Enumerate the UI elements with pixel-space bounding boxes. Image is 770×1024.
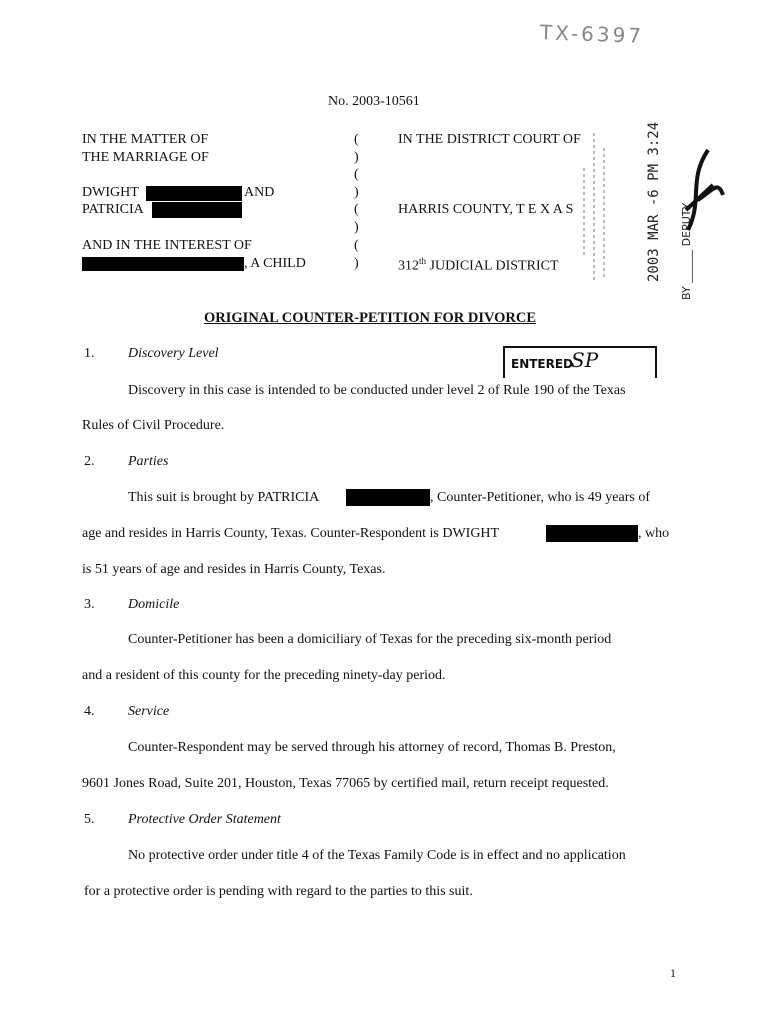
caption-paren: ) xyxy=(354,150,359,165)
handwritten-stamp-top: TX-6397 xyxy=(539,20,645,48)
caption-and: AND xyxy=(244,185,275,200)
caption-paren: ) xyxy=(354,220,359,235)
entered-label: ENTERED xyxy=(511,357,574,371)
filed-by-label: BY ______ DEPUTY xyxy=(680,202,693,300)
caption-paren: ) xyxy=(354,185,359,200)
deputy-label: DEPUTY xyxy=(680,202,693,247)
redaction-bar xyxy=(82,257,244,271)
entered-initials: SP xyxy=(571,348,599,372)
redaction-bar xyxy=(546,525,638,542)
caption-county: HARRIS COUNTY, T E X A S xyxy=(398,202,574,217)
section-text: Counter-Respondent may be served through his attorney of record, Thomas B. Preston, xyxy=(128,740,616,755)
caption-paren: ( xyxy=(354,132,359,147)
section-text: Discovery in this case is intended to be conducted under level 2 of Rule 190 of the Texas xyxy=(128,383,626,398)
filed-date-stamp: 2003 MAR -6 PM 3:24 xyxy=(646,121,662,282)
section-heading: Discovery Level xyxy=(128,346,219,361)
section-text: and a resident of this county for the preceding ninety-day period. xyxy=(82,668,446,683)
district-label: JUDICIAL DISTRICT xyxy=(429,258,559,274)
section-text: , Counter-Petitioner, who is 49 years of xyxy=(430,490,651,505)
caption-party2: PATRICIA xyxy=(82,202,144,217)
caption-paren: ( xyxy=(354,202,359,217)
section-heading: Protective Order Statement xyxy=(128,812,281,827)
section-text: This suit is brought by PATRICIA xyxy=(128,490,320,505)
section-number: 3. xyxy=(84,597,95,612)
caption-child: , A CHILD xyxy=(244,256,306,271)
section-number: 5. xyxy=(84,812,95,827)
document-title: ORIGINAL COUNTER-PETITION FOR DIVORCE xyxy=(204,310,537,326)
case-number: No. 2003-10561 xyxy=(328,94,420,109)
section-text: No protective order under title 4 of the Texas Family Code is in effect and no application xyxy=(128,848,626,863)
district-number: 312 xyxy=(398,258,419,274)
caption-paren: ( xyxy=(354,167,359,182)
entered-stamp xyxy=(503,346,657,378)
caption-interest: AND IN THE INTEREST OF xyxy=(82,238,252,253)
caption-paren: ) xyxy=(354,256,359,271)
section-text: for a protective order is pending with regard to the parties to this suit. xyxy=(84,884,473,899)
caption-line1: IN THE MATTER OF xyxy=(82,132,209,147)
section-text: , who xyxy=(638,526,670,541)
caption-line2: THE MARRIAGE OF xyxy=(82,150,209,165)
section-number: 1. xyxy=(84,346,95,361)
section-number: 4. xyxy=(84,704,95,719)
section-text: Rules of Civil Procedure. xyxy=(82,418,225,433)
district-ordinal: th xyxy=(419,256,427,266)
section-heading: Domicile xyxy=(128,597,180,612)
caption-district xyxy=(398,256,559,275)
redaction-bar xyxy=(152,202,242,218)
section-heading: Parties xyxy=(128,454,169,469)
section-text: age and resides in Harris County, Texas. Counter-Respondent is DWIGHT xyxy=(82,526,500,541)
section-heading: Service xyxy=(128,704,170,719)
section-number: 2. xyxy=(84,454,95,469)
redaction-bar xyxy=(146,186,242,201)
page-number: 1 xyxy=(670,966,676,980)
section-text: is 51 years of age and resides in Harris County, Texas. xyxy=(82,562,386,577)
clerk-signature-mark xyxy=(668,140,728,240)
section-text: Counter-Petitioner has been a domiciliary of Texas for the preceding six-month period xyxy=(128,632,612,647)
caption-party1: DWIGHT xyxy=(82,185,139,200)
section-text: 9601 Jones Road, Suite 201, Houston, Texas 77065 by certified mail, return receipt requested. xyxy=(82,776,609,791)
redaction-bar xyxy=(346,489,430,506)
caption-court: IN THE DISTRICT COURT OF xyxy=(398,132,581,147)
district-clerk-seal xyxy=(574,128,614,288)
filed-by-text: BY xyxy=(680,286,693,300)
caption-paren: ( xyxy=(354,238,359,253)
